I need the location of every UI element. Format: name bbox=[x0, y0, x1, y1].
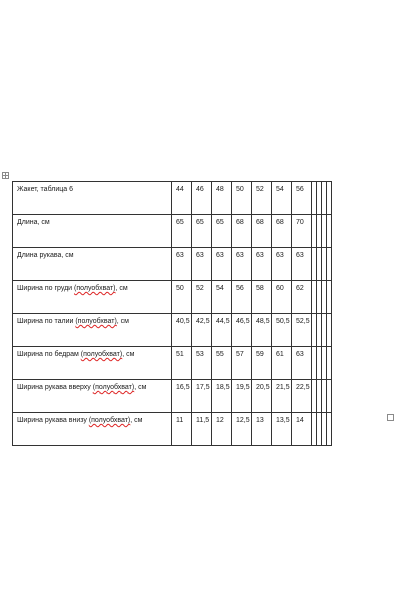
value-cell[interactable]: 68 bbox=[252, 215, 272, 248]
table-row bbox=[13, 182, 332, 215]
value-cell[interactable]: 63 bbox=[292, 347, 312, 380]
row-label-text: Длина, см bbox=[17, 219, 50, 226]
value-cell[interactable]: 63 bbox=[272, 248, 292, 281]
empty-cell[interactable] bbox=[327, 215, 332, 248]
row-label-cell[interactable] bbox=[13, 182, 172, 215]
table-row bbox=[13, 215, 332, 248]
value-cell[interactable]: 42,5 bbox=[192, 314, 212, 347]
size-table bbox=[12, 181, 332, 446]
value-cell[interactable]: 14 bbox=[292, 413, 312, 446]
value-cell[interactable]: 58 bbox=[252, 281, 272, 314]
value-cell[interactable]: 65 bbox=[192, 215, 212, 248]
row-label-cell[interactable] bbox=[13, 347, 172, 380]
value-cell[interactable]: 68 bbox=[272, 215, 292, 248]
table-resize-handle-icon[interactable] bbox=[387, 414, 394, 421]
value-cell[interactable]: 50 bbox=[172, 281, 192, 314]
row-label-text: , см bbox=[116, 318, 129, 325]
value-cell[interactable]: 52,5 bbox=[292, 314, 312, 347]
value-cell[interactable]: 63 bbox=[292, 248, 312, 281]
value-cell[interactable]: 70 bbox=[292, 215, 312, 248]
value-cell[interactable]: 63 bbox=[212, 248, 232, 281]
value-cell[interactable]: 52 bbox=[192, 281, 212, 314]
value-cell[interactable]: 57 bbox=[232, 347, 252, 380]
value-cell[interactable]: 48 bbox=[212, 182, 232, 215]
value-cell[interactable]: 60 bbox=[272, 281, 292, 314]
value-cell[interactable]: 13 bbox=[252, 413, 272, 446]
spellcheck-flagged-word: (полуобхват) bbox=[74, 285, 116, 292]
value-cell[interactable]: 51 bbox=[172, 347, 192, 380]
value-cell[interactable]: 54 bbox=[212, 281, 232, 314]
value-cell[interactable]: 11 bbox=[172, 413, 192, 446]
value-cell[interactable]: 20,5 bbox=[252, 380, 272, 413]
value-cell[interactable]: 12 bbox=[212, 413, 232, 446]
spellcheck-flagged-word: (полуобхват) bbox=[75, 318, 117, 325]
value-cell[interactable]: 65 bbox=[172, 215, 192, 248]
row-label-text: Длина рукава, см bbox=[17, 252, 74, 259]
row-label-cell[interactable] bbox=[13, 380, 172, 413]
row-label-text: , см bbox=[134, 384, 147, 391]
row-label-cell[interactable] bbox=[13, 281, 172, 314]
value-cell[interactable]: 18,5 bbox=[212, 380, 232, 413]
table-row bbox=[13, 248, 332, 281]
value-cell[interactable]: 19,5 bbox=[232, 380, 252, 413]
empty-cell[interactable] bbox=[327, 248, 332, 281]
value-cell[interactable]: 63 bbox=[192, 248, 212, 281]
empty-cell[interactable] bbox=[327, 314, 332, 347]
table-row bbox=[13, 413, 332, 446]
value-cell[interactable]: 48,5 bbox=[252, 314, 272, 347]
spellcheck-flagged-word: (полуобхват) bbox=[88, 417, 131, 424]
spellcheck-flagged-word: (полуобхват) bbox=[80, 351, 123, 358]
row-label-text: Ширина по талии bbox=[17, 318, 76, 325]
value-cell[interactable]: 52 bbox=[252, 182, 272, 215]
table-row bbox=[13, 347, 332, 380]
empty-cell[interactable] bbox=[327, 182, 332, 215]
value-cell[interactable]: 22,5 bbox=[292, 380, 312, 413]
value-cell[interactable]: 40,5 bbox=[172, 314, 192, 347]
value-cell[interactable]: 56 bbox=[292, 182, 312, 215]
table-row bbox=[13, 380, 332, 413]
value-cell[interactable]: 44,5 bbox=[212, 314, 232, 347]
table-row bbox=[13, 281, 332, 314]
row-label-text: Ширина рукава внизу bbox=[17, 417, 89, 424]
value-cell[interactable]: 50,5 bbox=[272, 314, 292, 347]
row-label-cell[interactable] bbox=[13, 413, 172, 446]
row-label-text: , см bbox=[130, 417, 143, 424]
value-cell[interactable]: 53 bbox=[192, 347, 212, 380]
row-label-cell[interactable] bbox=[13, 248, 172, 281]
row-label-text: , см bbox=[115, 285, 128, 292]
empty-cell[interactable] bbox=[327, 281, 332, 314]
value-cell[interactable]: 68 bbox=[232, 215, 252, 248]
value-cell[interactable]: 54 bbox=[272, 182, 292, 215]
value-cell[interactable]: 12,5 bbox=[232, 413, 252, 446]
row-label-cell[interactable] bbox=[13, 314, 172, 347]
value-cell[interactable]: 61 bbox=[272, 347, 292, 380]
row-label-text: Ширина по груди bbox=[17, 285, 75, 292]
value-cell[interactable]: 62 bbox=[292, 281, 312, 314]
value-cell[interactable]: 55 bbox=[212, 347, 232, 380]
value-cell[interactable]: 59 bbox=[252, 347, 272, 380]
empty-cell[interactable] bbox=[327, 347, 332, 380]
row-label-cell[interactable] bbox=[13, 215, 172, 248]
empty-cell[interactable] bbox=[327, 380, 332, 413]
row-label-text: Ширина рукава вверху bbox=[17, 384, 93, 391]
value-cell[interactable]: 46,5 bbox=[232, 314, 252, 347]
table-row bbox=[13, 314, 332, 347]
row-label-text: Жакет, таблица 6 bbox=[17, 186, 74, 193]
value-cell[interactable]: 21,5 bbox=[272, 380, 292, 413]
value-cell[interactable]: 13,5 bbox=[272, 413, 292, 446]
value-cell[interactable]: 16,5 bbox=[172, 380, 192, 413]
row-label-text: , см bbox=[122, 351, 135, 358]
value-cell[interactable]: 65 bbox=[212, 215, 232, 248]
value-cell[interactable]: 11,5 bbox=[192, 413, 212, 446]
row-label-text: Ширина по бедрам bbox=[17, 351, 81, 358]
value-cell[interactable]: 17,5 bbox=[192, 380, 212, 413]
table-body bbox=[13, 182, 332, 446]
value-cell[interactable]: 50 bbox=[232, 182, 252, 215]
value-cell[interactable]: 63 bbox=[252, 248, 272, 281]
value-cell[interactable]: 44 bbox=[172, 182, 192, 215]
value-cell[interactable]: 63 bbox=[232, 248, 252, 281]
value-cell[interactable]: 56 bbox=[232, 281, 252, 314]
table-move-handle-icon[interactable] bbox=[2, 172, 9, 179]
spellcheck-flagged-word: (полуобхват) bbox=[92, 384, 135, 391]
empty-cell[interactable] bbox=[327, 413, 332, 446]
value-cell[interactable]: 46 bbox=[192, 182, 212, 215]
value-cell[interactable]: 63 bbox=[172, 248, 192, 281]
